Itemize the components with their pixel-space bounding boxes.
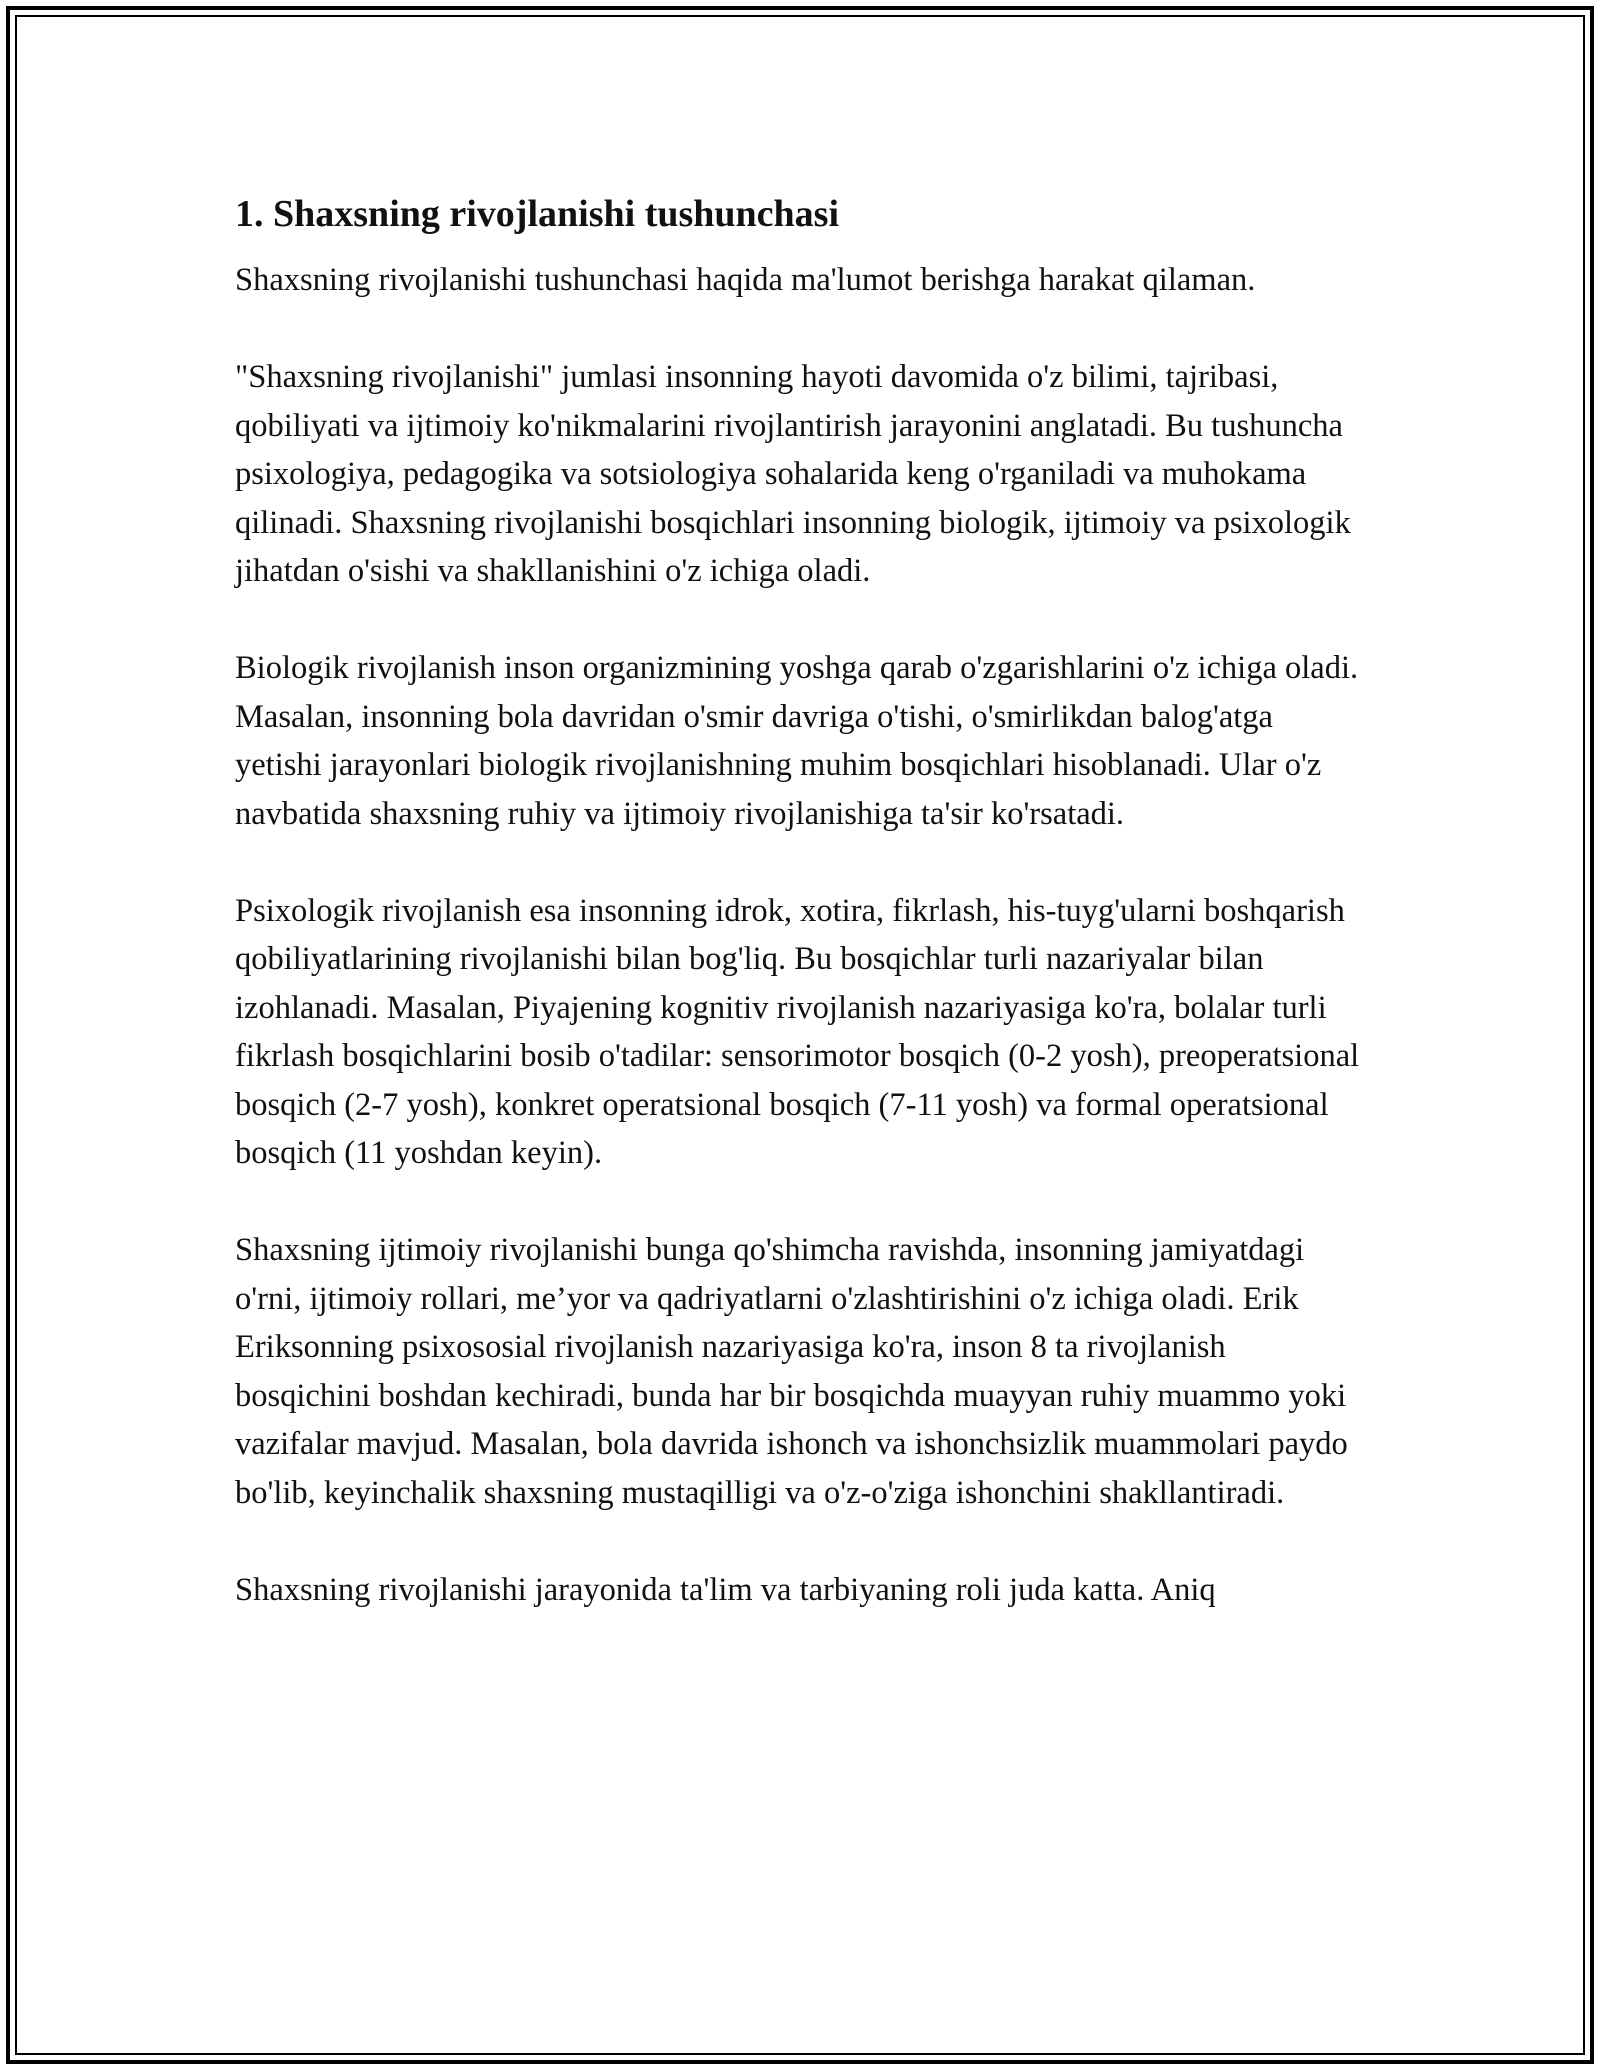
document-body xyxy=(235,186,1365,1663)
section-heading: 1. Shaxsning rivojlanishi tushunchasi xyxy=(235,193,840,235)
paragraph-biological: Biologik rivojlanish inson organizmining yoshga qarab o'zgarishlarini o'z ichiga oladi. Masalan, insonning bola davridan o'smir davriga o'tishi, o'smirlikdan balog'atga yetishi jarayonlari biologik rivojlanishning muhim bosqichlari hisoblanadi. Ular o'z navbatida shaxsning ruhiy va ijtimoiy rivojlanishiga ta'sir ko'rsatadi. xyxy=(235,650,1359,832)
paragraph-education: Shaxsning rivojlanishi jarayonida ta'lim va tarbiyaning roli juda katta. Aniq xyxy=(235,1571,1216,1608)
paragraph-psychological: Psixologik rivojlanish esa insonning idrok, xotira, fikrlash, his-tuyg'ularni boshqarish qobiliyatlarining rivojlanishi bilan bog'liq. Bu bosqichlar turli nazariyalar bilan izohlanadi. Masalan, Piyajening kognitiv rivojlanish nazariyasiga ko'ra, bolalar turli fikrlash bosqichlarini bosib o'tadilar: sensorimotor bosqich (0-2 yosh), preoperatsional bosqich (2-7 yosh), konkret operatsional bosqich (7-11 yosh) va formal operatsional bosqich (11 yoshdan keyin). xyxy=(235,892,1360,1171)
paragraph-social: Shaxsning ijtimoiy rivojlanishi bunga qo'shimcha ravishda, insonning jamiyatdagi o'rni, ijtimoiy rollari, me’yor va qadriyatlarni o'zlashtirishini o'z ichiga oladi. Erik Eriksonning psixososial rivojlanish nazariyasiga ko'ra, inson 8 ta rivojlanish bosqichini boshdan kechiradi, bunda har bir bosqichda muayyan ruhiy muammo yoki vazifalar mavjud. Masalan, bola davrida ishonch va ishonchsizlik muammolari paydo bo'lib, keyinchalik shaxsning mustaqilligi va o'z-o'ziga ishonchini shakllantiradi. xyxy=(235,1232,1348,1511)
paragraph-intro: Shaxsning rivojlanishi tushunchasi haqida ma'lumot berishga harakat qilaman. xyxy=(235,262,1256,298)
paragraph-definition: "Shaxsning rivojlanishi" jumlasi insonning hayoti davomida o'z bilimi, tajribasi, qobiliyati va ijtimoiy ko'nikmalarini rivojlantirish jarayonini anglatadi. Bu tushuncha psixologiya, pedagogika va sotsiologiya sohalarida keng o'rganiladi va muhokama qilinadi. Shaxsning rivojlanishi bosqichlari insonning biologik, ijtimoiy va psixologik jihatdan o'sishi va shakllanishini o'z ichiga oladi. xyxy=(235,359,1351,589)
